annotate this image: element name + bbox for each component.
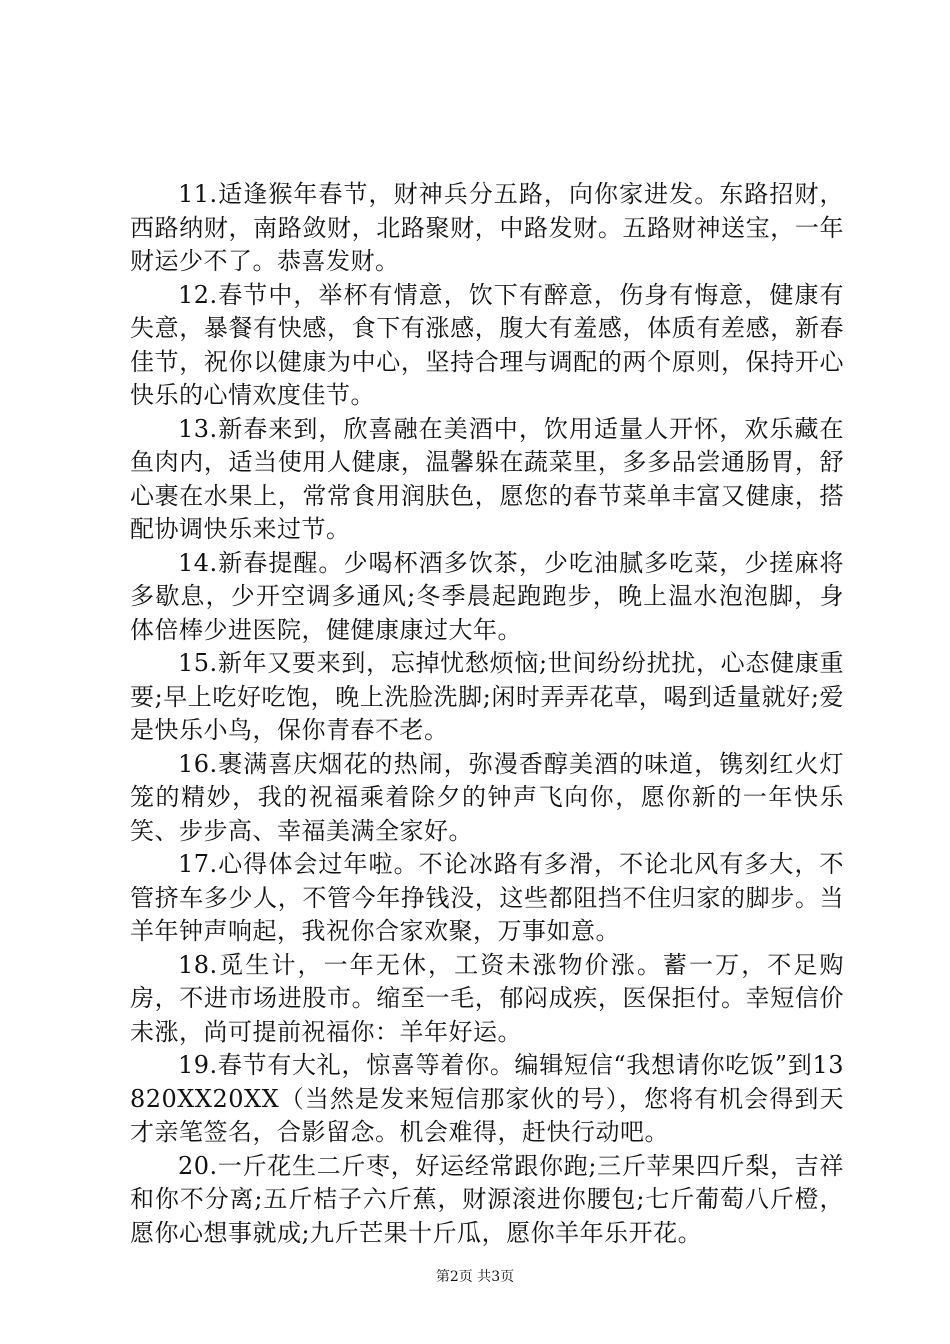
paragraph-16: 16.裹满喜庆烟花的热闹，弥漫香醇美酒的味道，镌刻红火灯笼的精妙，我的祝福乘着除夕的钟声飞向你，愿你新的一年快乐笑、步步高、幸福美满全家好。 xyxy=(130,749,844,845)
paragraph-17: 17.心得体会过年啦。不论冰路有多滑，不论北风有多大，不管挤车多少人，不管今年挣钱没，这些都阻挡不住归家的脚步。当羊年钟声响起，我祝你合家欢聚，万事如意。 xyxy=(130,850,844,945)
paragraph-15: 15.新年又要来到，忘掉忧愁烦恼;世间纷纷扰扰，心态健康重要;早上吃好吃饱，晚上洗脸洗脚;闲时弄弄花草，喝到适量就好;爱是快乐小鸟，保你青春不老。 xyxy=(130,649,844,744)
page-footer: 第2页 共3页 xyxy=(435,1269,515,1285)
paragraph-13: 13.新春来到，欣喜融在美酒中，饮用适量人开怀，欢乐藏在鱼肉内，适当使用人健康，温馨躲在蔬菜里，多多品尝通肠胃，舒心裹在水果上，常常食用润肤色，愿您的春节菜单丰富又健康，搭配协调快乐来过节。 xyxy=(130,414,844,543)
paragraph-18: 18.觅生计，一年无休，工资未涨物价涨。蓄一万，不足购房，不进市场进股市。缩至一毛，郁闷成疾，医保拒付。幸短信价未涨，尚可提前祝福你：羊年好运。 xyxy=(130,950,844,1046)
paragraph-19: 19.春节有大礼，惊喜等着你。编辑短信“我想请你吃饭”到13820XX20XX（当然是发来短信那家伙的号），您将有机会得到天才亲笔签名，合影留念。机会难得，赶快行动吧。 xyxy=(130,1051,844,1146)
paragraph-14: 14.新春提醒。少喝杯酒多饮茶，少吃油腻多吃菜，少搓麻将多歇息，少开空调多通风;冬季晨起跑跑步，晚上温水泡泡脚，身体倍棒少进医院，健健康康过大年。 xyxy=(130,548,844,644)
document-body xyxy=(130,178,844,1250)
paragraph-12: 12.春节中，举杯有情意，饮下有醉意，伤身有悔意，健康有失意，暴餐有快感，食下有涨感，腹大有羞感，体质有差感，新春佳节，祝你以健康为中心，坚持合理与调配的两个原则，保持开心快乐的心情欢度佳节。 xyxy=(130,280,844,409)
paragraph-11: 11.适逢猴年春节，财神兵分五路，向你家进发。东路招财，西路纳财，南路敛财，北路聚财，中路发财。五路财神送宝，一年财运少不了。恭喜发财。 xyxy=(130,180,844,275)
paragraph-20: 20.一斤花生二斤枣，好运经常跟你跑;三斤苹果四斤梨，吉祥和你不分离;五斤桔子六斤蕉，财源滚进你腰包;七斤葡萄八斤橙，愿你心想事就成;九斤芒果十斤瓜，愿你羊年乐开花。 xyxy=(130,1151,844,1247)
